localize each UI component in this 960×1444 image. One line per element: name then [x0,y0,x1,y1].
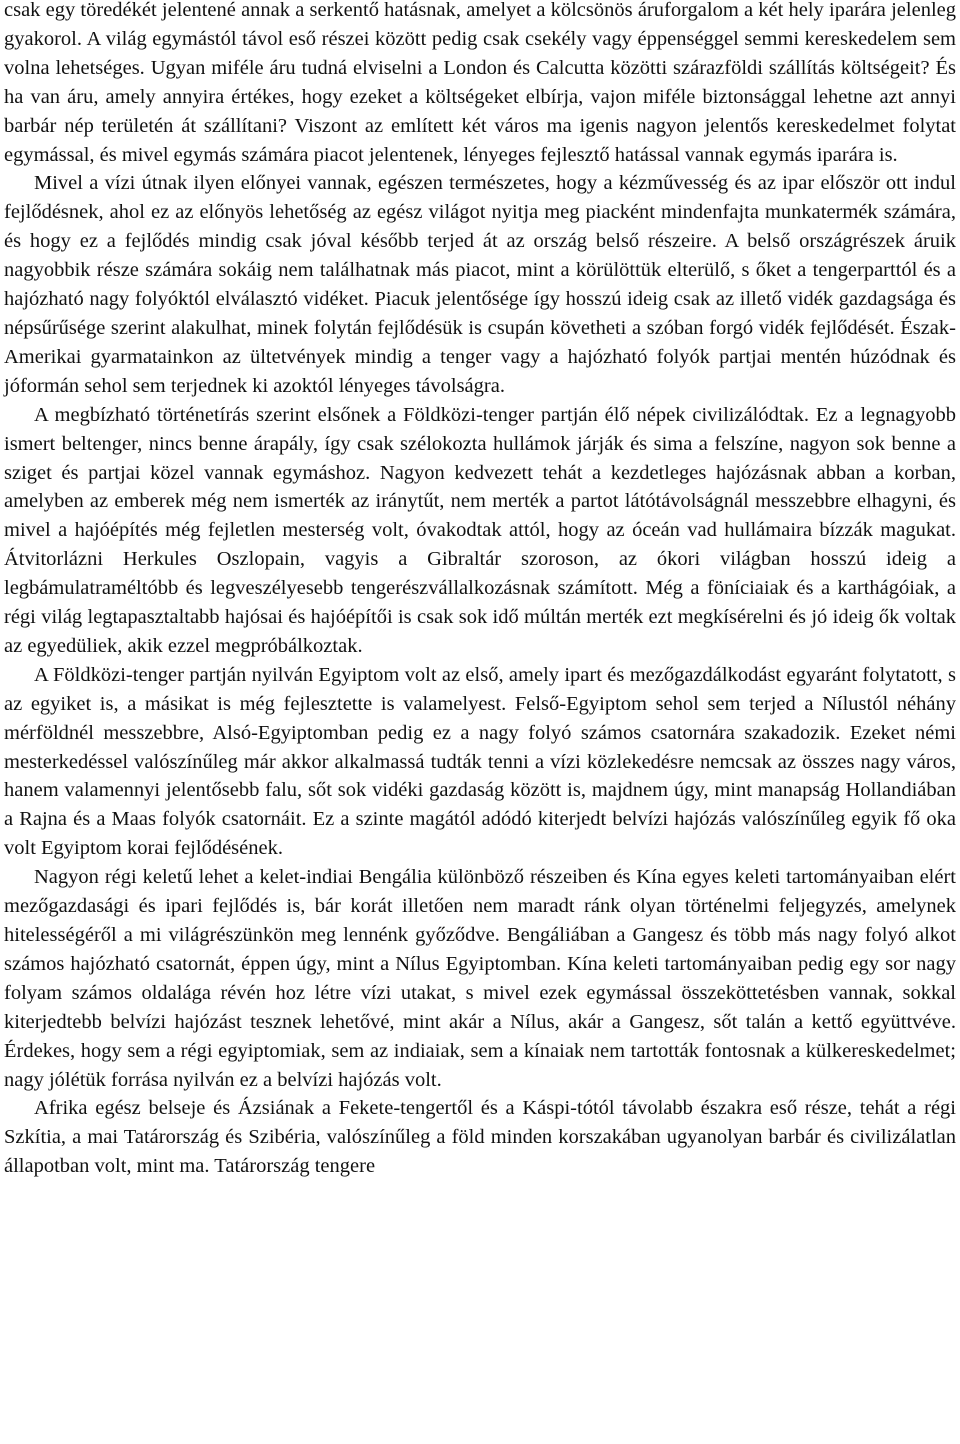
paragraph-1: csak egy töredékét jelentené annak a serkentő hatásnak, amelyet a kölcsönös áruforgalom a két hely iparára jelenleg gyakorol. A világ egymástól távol eső részei között pedig csak csekély vagy éppenséggel semmi kereskedelem sem volna lehetséges. Ugyan miféle áru tudná elviselni a London és Calcutta közötti szárazföldi szállítás költségeit? És ha van áru, amely annyira értékes, hogy ezeket a költségeket elbírja, vajon miféle biztonsággal lehetne azt annyi barbár nép területén át szállítani? Viszont az említett két város ma igenis nagyon jelentős kereskedelmet folytat egymással, és mivel egymás számára piacot jelentenek, lényeges fejlesztő hatással vannak egymás iparára is. [4,0,956,166]
paragraph-2: Mivel a vízi útnak ilyen előnyei vannak, egészen természetes, hogy a kézművesség és az ipar először ott indul fejlődésnek, ahol ez az előnyös lehetőség az egész világot nyitja meg piacként mindenfajta munkatermék számára, és hogy ez a fejlődés mindig csak jóval később terjed át az ország belső részeire. A belső országrészek áruik nagyobbik része számára sokáig nem találhatnak más piacot, mint a körülöttük elterülő, s őket a tengerparttól és a hajózható nagy folyóktól elválasztó vidéket. Piacuk jelentősége így hosszú ideig csak az illető vidék gazdagsága és népsűrűsége szerint alakulhat, minek folytán fejlődésük is csupán követheti a szóban forgó vidék fejlődését. Észak-Amerikai gyarmatainkon az ültetvények mindig a tenger vagy a hajózható folyók partjai mentén húzódnak és jóformán sehol sem terjednek ki azoktól lényeges távolságra. [4,172,956,397]
paragraph-6: Afrika egész belseje és Ázsiának a Fekete-tengertől és a Káspi-tótól távolabb északra eső része, tehát a régi Szkítia, a mai Tatárország és Szibéria, valószínűleg a föld minden korszakában ugyanolyan barbár és civilizálatlan állapotban volt, mint ma. Tatárország tengere [4,1097,956,1178]
paragraph-4: A Földközi-tenger partján nyilván Egyiptom volt az első, amely ipart és mezőgazdálkodást egyaránt folytatott, s az egyiket is, a másikat is még fejlesztette is valamelyest. Felső-Egyiptom sehol sem terjed a Nílustól néhány mérföldnél messzebbre, Alsó-Egyiptomban pedig ez a nagy folyó számos csatornára szakadozik. Ezeket némi mesterkedéssel valószínűleg már akkor alkalmassá tudták tenni a vízi közlekedésre nemcsak az összes nagy város, hanem valamennyi jelentősebb falu, sőt sok vidéki gazdaság között is, majdnem úgy, mint manapság Hollandiában a Rajna és a Maas folyók csatornáit. Ez a szinte magától adódó kiterjedt belvízi hajózás valószínűleg egyik fő oka volt Egyiptom korai fejlődésének. [4,663,956,860]
body-text [4,0,956,1181]
paragraph-5: Nagyon régi keletű lehet a kelet-indiai Bengália különböző részeiben és Kína egyes keleti tartományaiban elért mezőgazdasági és ipari fejlődés is, bár korát illetően nem maradt ránk olyan történelmi feljegyzés, amelynek hitelességéről a mi világrészünkön meg lennénk győződve. Bengáliában a Gangesz és több más nagy folyó alkot számos hajózható csatornát, éppen úgy, mint a Nílus Egyiptomban. Kína keleti tartományaiban pedig egy sor nagy folyam számos oldalága révén hoz létre vízi utakat, s mivel ezek egymással összeköttetésben vannak, sokkal kiterjedtebb belvízi hajózást tesznek lehetővé, mint akár a Nílus, akár a Gangesz, sőt talán a kettő együttvéve. Érdekes, hogy sem a régi egyiptomiak, sem az indiaiak, sem a kínaiak nem tartották fontosnak a külkereskedelmet; nagy jólétük forrása nyilván ez a belvízi hajózás volt. [4,866,956,1091]
paragraph-3: A megbízható történetírás szerint elsőnek a Földközi-tenger partján élő népek civilizálódtak. Ez a legnagyobb ismert beltenger, nincs benne árapály, így csak szélokozta hullámok járják és sima a felszíne, nagyon sok benne a sziget és partjai közel vannak egymáshoz. Nagyon kedvezett tehát a kezdetleges hajózásnak abban a korban, amelyben az emberek még nem ismerték az iránytűt, nem merték a partot látótávolságnál messzebbre elhagyni, és mivel a hajóépítés még fejletlen mesterség volt, óvakodtak attól, hogy az óceán vad hullámaira bízzák magukat. Átvitorlázni Herkules Oszlopain, vagyis a Gibraltár szoroson, az ókori világban hosszú ideig a legbámulatraméltóbb és legveszélyesebb tengerészvállalkozásnak számított. Még a föníciaiak és a karthágóiak, a régi világ legtapasztaltabb hajósai és hajóépítői is csak sok idő múltán merték ezt megkísérelni és jó ideig ők voltak az egyedüliek, akik ezzel megpróbálkoztak. [4,403,956,657]
